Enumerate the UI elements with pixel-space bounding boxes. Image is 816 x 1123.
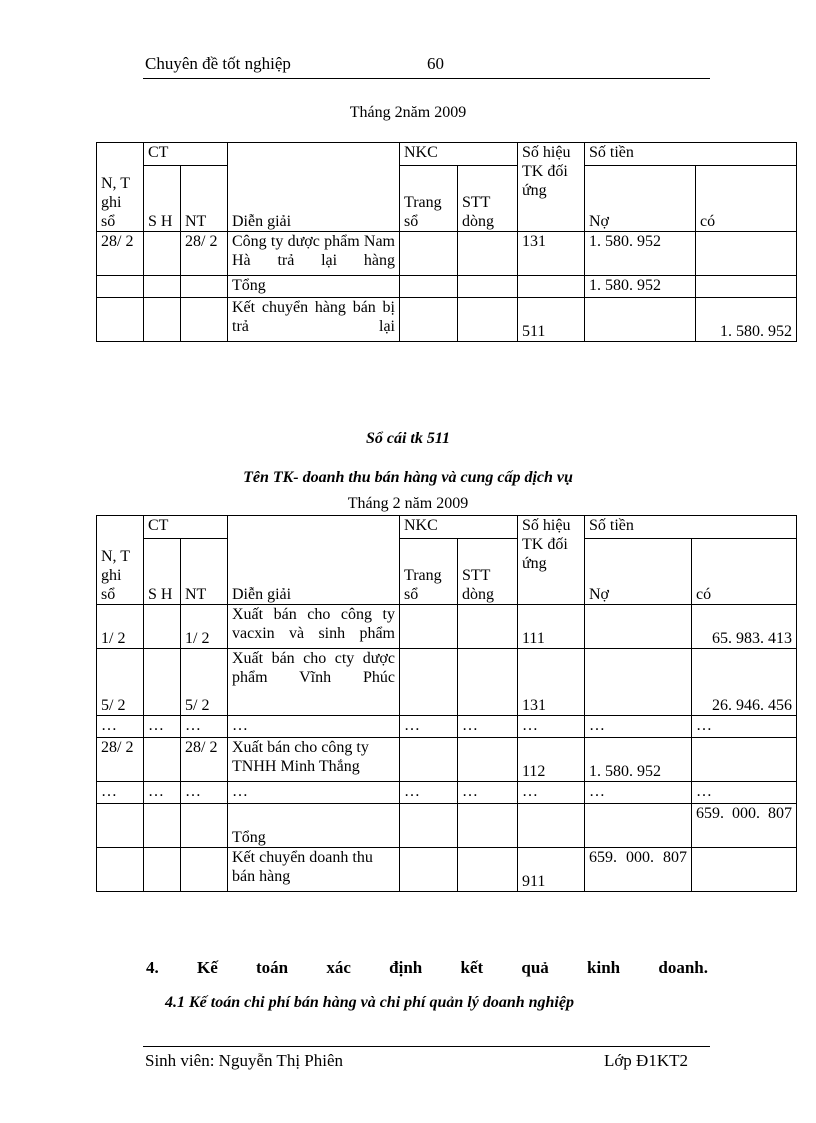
heading-word: xác [326,958,351,977]
cell-sh [144,232,181,276]
cell-line: … [458,716,518,738]
cell-page [400,605,458,649]
ledger-title: Sổ cái tk 511 [365,430,450,447]
cell-sh [144,298,181,342]
col-header-description: Diễn giải [228,516,400,605]
cell-page: … [400,782,458,804]
cell-debit [585,298,696,342]
cell-debit [585,804,692,848]
cell-sh [144,605,181,649]
col-header-debit: Nợ [585,539,692,605]
cell-date [97,298,144,342]
section-4-heading [146,958,708,978]
col-header-nt: NT [181,539,228,605]
cell-account: 911 [518,848,585,892]
cell-credit: 65. 983. 413 [692,605,797,649]
cell-nt [181,298,228,342]
cell-debit [585,605,692,649]
cell-line: … [458,782,518,804]
cell-account [518,276,585,298]
cell-nt [181,276,228,298]
cell-page [400,298,458,342]
heading-word: định [389,958,423,977]
col-header-credit: có [696,166,797,232]
page-footer [143,1046,710,1073]
cell-description: Tổng [228,276,400,298]
return-entry-table [96,142,797,342]
col-header-amount: Số tiền [585,143,797,166]
cell-nt: 28/ 2 [181,232,228,276]
table-row [97,848,797,892]
cell-line [458,804,518,848]
heading-word: Kế [196,958,218,977]
table-row [97,276,797,298]
cell-sh [144,276,181,298]
cell-nt [181,848,228,892]
heading-word: toán [256,958,289,977]
table-row [97,738,797,782]
cell-date: … [97,716,144,738]
section-number: 4. [146,958,159,977]
cell-debit: 1. 580. 952 [585,276,696,298]
cell-line [458,276,518,298]
class-name: Lớp Đ1KT2 [603,1051,688,1070]
col-header-line: STT dòng [458,166,518,232]
cell-credit: … [692,782,797,804]
ledger-period: Tháng 2 năm 2009 [347,495,469,512]
cell-nt: … [181,782,228,804]
ledger-511-table [96,515,797,892]
heading-word: kết [460,958,484,977]
col-header-page: Trang sổ [400,166,458,232]
col-header-date: N, T ghi sổ [97,143,144,232]
col-header-amount: Số tiền [585,516,797,539]
cell-credit: … [692,716,797,738]
cell-date: 28/ 2 [97,232,144,276]
col-header-description: Diễn giải [228,143,400,232]
cell-credit [692,848,797,892]
cell-account: 511 [518,298,585,342]
cell-line [458,848,518,892]
col-header-page: Trang sổ [400,539,458,605]
cell-credit: 659. 000. 807 [692,804,797,848]
cell-line [458,605,518,649]
col-header-account: Số hiệu TK đối ứng [518,516,585,605]
cell-sh: … [144,782,181,804]
cell-credit: 26. 946. 456 [692,649,797,716]
student-name: Sinh viên: Nguyễn Thị Phiên [145,1051,344,1070]
col-header-sh: S H [144,539,181,605]
cell-description: Kết chuyển doanh thu bán hàng [228,848,400,892]
heading-word: kinh [587,958,621,977]
cell-description: Tổng [228,804,400,848]
col-header-account: Số hiệu TK đối ứng [518,143,585,232]
col-header-nkc: NKC [400,143,518,166]
cell-line [458,738,518,782]
cell-page [400,848,458,892]
cell-account: 112 [518,738,585,782]
table-row [97,804,797,848]
col-header-ct: CT [144,143,228,166]
cell-sh [144,738,181,782]
cell-line [458,649,518,716]
cell-date: 1/ 2 [97,605,144,649]
cell-sh [144,649,181,716]
cell-account [518,804,585,848]
cell-description: Xuất bán cho cty dược phẩm Vĩnh Phúc [228,649,400,716]
cell-credit [696,232,797,276]
table-row [97,649,797,716]
cell-account: 111 [518,605,585,649]
cell-date: … [97,782,144,804]
cell-date [97,804,144,848]
cell-debit: 659. 000. 807 [585,848,692,892]
cell-nt: 28/ 2 [181,738,228,782]
cell-sh [144,804,181,848]
col-header-nt: NT [181,166,228,232]
cell-nt: 5/ 2 [181,649,228,716]
cell-nt [181,804,228,848]
cell-description: … [228,782,400,804]
cell-line [458,298,518,342]
table1-caption: Tháng 2năm 2009 [349,104,467,121]
cell-description: Xuất bán cho công ty TNHH Minh Thắng [228,738,400,782]
cell-date: 28/ 2 [97,738,144,782]
table-row [97,782,797,804]
cell-sh: … [144,716,181,738]
cell-page [400,804,458,848]
heading-word: quả [521,958,549,977]
page-number: 60 [427,54,444,73]
document-title: Chuyên đề tốt nghiệp [145,54,291,73]
cell-page [400,276,458,298]
cell-description: Công ty dược phẩm Nam Hà trả lại hàng [228,232,400,276]
cell-credit [696,276,797,298]
table-row [97,605,797,649]
page-header [143,52,710,79]
cell-debit: 1. 580. 952 [585,232,696,276]
cell-page [400,649,458,716]
cell-account: … [518,782,585,804]
table-row [97,298,797,342]
cell-debit: 1. 580. 952 [585,738,692,782]
col-header-date: N, T ghi sổ [97,516,144,605]
cell-page [400,738,458,782]
table-row [97,232,797,276]
cell-description: Xuất bán cho công ty vacxin và sinh phẩm [228,605,400,649]
cell-sh [144,848,181,892]
col-header-line: STT dòng [458,539,518,605]
cell-account: 131 [518,649,585,716]
cell-date: 5/ 2 [97,649,144,716]
cell-account: 131 [518,232,585,276]
section-4-1-heading: 4.1 Kế toán chi phí bán hàng và chi phí quản lý doanh nghiệp [165,994,574,1011]
col-header-credit: có [692,539,797,605]
cell-line [458,232,518,276]
cell-account: … [518,716,585,738]
cell-description: Kết chuyển hàng bán bị trả lại [228,298,400,342]
cell-nt: … [181,716,228,738]
cell-date [97,848,144,892]
col-header-nkc: NKC [400,516,518,539]
col-header-debit: Nợ [585,166,696,232]
cell-nt: 1/ 2 [181,605,228,649]
heading-word: doanh. [658,958,708,977]
cell-page: … [400,716,458,738]
cell-date [97,276,144,298]
cell-debit: … [585,716,692,738]
table-row [97,716,797,738]
cell-debit: … [585,782,692,804]
cell-description: … [228,716,400,738]
ledger-account-name: Tên TK- doanh thu bán hàng và cung cấp dịch vụ [243,469,573,486]
cell-credit [692,738,797,782]
cell-page [400,232,458,276]
col-header-ct: CT [144,516,228,539]
cell-credit: 1. 580. 952 [696,298,797,342]
col-header-sh: S H [144,166,181,232]
cell-debit [585,649,692,716]
